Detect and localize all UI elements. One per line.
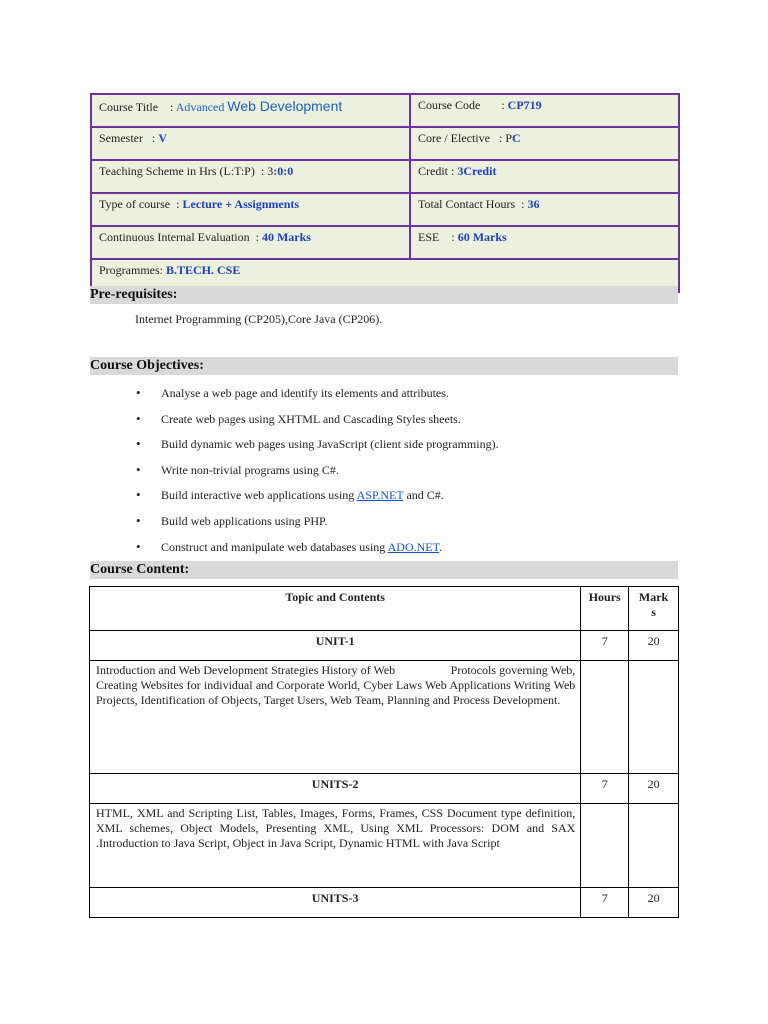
objective-text: Write non-trivial programs using C#. [161, 462, 339, 477]
empty-cell [581, 804, 629, 888]
separator: : [255, 230, 259, 244]
unit-title: UNITS-3 [90, 888, 581, 918]
objectives-list [148, 386, 499, 560]
empty-cell [581, 661, 629, 774]
programmes-label: Programmes: [99, 263, 163, 277]
contact-hours-cell [410, 193, 679, 226]
course-code-label: Course Code [418, 98, 481, 112]
objective-text: Analyse a web page and identify its elements and attributes. [161, 386, 449, 400]
unit-marks: 20 [629, 888, 679, 918]
unit-description [90, 661, 581, 774]
teaching-scheme-value: :0:0 [273, 164, 294, 178]
objective-text: Build web applications using PHP. [161, 513, 328, 528]
objective-item [148, 488, 499, 514]
marks-header-line2: s [651, 605, 656, 619]
empty-cell [629, 661, 679, 774]
course-content-heading: Course Content: [90, 561, 678, 579]
topic-header: Topic and Contents [90, 587, 581, 631]
objective-item [148, 514, 499, 541]
objective-text: Build interactive web applications using [161, 488, 357, 502]
unit-hours: 7 [581, 888, 629, 918]
ese-value: 60 Marks [457, 230, 507, 244]
unit-description: HTML, XML and Scripting List, Tables, Images, Forms, Frames, CSS Document type definition, XML schemes, Object Models, Presenting XML, Using XML Processors: DOM and SAX .Introduction to Java Script, Object in Java Script, Dynamic HTML with Java Script [90, 804, 581, 888]
core-elective-value: C [512, 131, 521, 145]
objective-item [148, 540, 499, 560]
core-prefix: P [505, 131, 513, 145]
teaching-scheme-cell [91, 160, 410, 193]
separator: : [176, 197, 180, 211]
core-elective-label: Core / Elective [418, 131, 490, 145]
ese-label: ESE [418, 230, 440, 244]
unit-title: UNIT-1 [90, 631, 581, 661]
course-code-cell [410, 94, 679, 127]
hours-header-text: Hours [588, 590, 621, 604]
objective-text: Construct and manipulate web databases using [161, 540, 388, 554]
course-type-value: Lecture + Assignments [182, 197, 300, 211]
course-info-table [90, 93, 680, 293]
objective-text: and C#. [403, 488, 444, 502]
objective-text: Build dynamic web pages using JavaScript (client side programming). [161, 437, 499, 451]
teaching-prefix: 3 [267, 164, 274, 178]
separator: : [451, 230, 455, 244]
separator: : [152, 131, 156, 145]
hours-header [581, 587, 629, 631]
course-code-value: CP719 [507, 98, 542, 112]
separator: : [501, 98, 505, 112]
separator: : [260, 164, 265, 178]
prerequisites-text: Internet Programming (CP205),Core Java (CP206). [135, 312, 383, 326]
objective-text: Create web pages using XHTML and Cascading Styles sheets. [161, 411, 461, 426]
marks-header-line1: Mark [638, 590, 669, 604]
core-elective-cell [410, 127, 679, 160]
cie-label: Continuous Internal Evaluation [99, 230, 250, 244]
course-type-cell [91, 193, 410, 226]
unit-description-part2: Protocols governing Web, Creating Websites for individual and Corporate World, Cyber Laws Web Applications Writing Web Projects, Identification of Objects, Target Users, Web Team, Planning and Process Development. [96, 663, 576, 707]
unit-hours: 7 [581, 774, 629, 804]
semester-value: V [158, 131, 168, 145]
contact-hours-label: Total Contact Hours [418, 197, 516, 211]
credit-cell [410, 160, 679, 193]
unit-description-part1: Introduction and Web Development Strategies History of Web [96, 663, 396, 677]
separator: : [521, 197, 525, 211]
unit-hours: 7 [581, 631, 629, 661]
prerequisites-heading: Pre-requisites: [90, 286, 678, 304]
course-title-label: Course Title [99, 100, 159, 114]
cie-value: 40 Marks [261, 230, 311, 244]
unit-marks: 20 [629, 631, 679, 661]
adonet-link[interactable]: ADO.NET [387, 540, 440, 554]
marks-header [629, 587, 679, 631]
course-title-value: Web Development [227, 98, 343, 114]
unit-title: UNITS-2 [90, 774, 581, 804]
objective-item [148, 386, 499, 412]
aspnet-link[interactable]: ASP.NET [356, 488, 404, 502]
objective-item [148, 437, 499, 463]
course-title-cell [91, 94, 410, 127]
separator: : [170, 100, 174, 114]
separator: : [498, 131, 503, 145]
semester-label: Semester [99, 131, 143, 145]
course-content-table [89, 586, 679, 918]
objective-item [148, 463, 499, 489]
course-title-small: Advanced [175, 100, 225, 114]
objectives-heading: Course Objectives: [90, 357, 678, 375]
teaching-scheme-label: Teaching Scheme in Hrs (L:T:P) [99, 164, 255, 178]
objective-item [148, 412, 499, 438]
empty-cell [629, 804, 679, 888]
credit-value: 3Credit [457, 164, 497, 178]
cie-cell [91, 226, 410, 259]
credit-label: Credit : [418, 164, 455, 178]
semester-cell [91, 127, 410, 160]
ese-cell [410, 226, 679, 259]
course-type-label: Type of course [99, 197, 171, 211]
objective-text: . [439, 540, 443, 554]
contact-hours-value: 36 [527, 197, 540, 211]
unit-marks: 20 [629, 774, 679, 804]
programmes-value: B.TECH. CSE [166, 263, 241, 277]
